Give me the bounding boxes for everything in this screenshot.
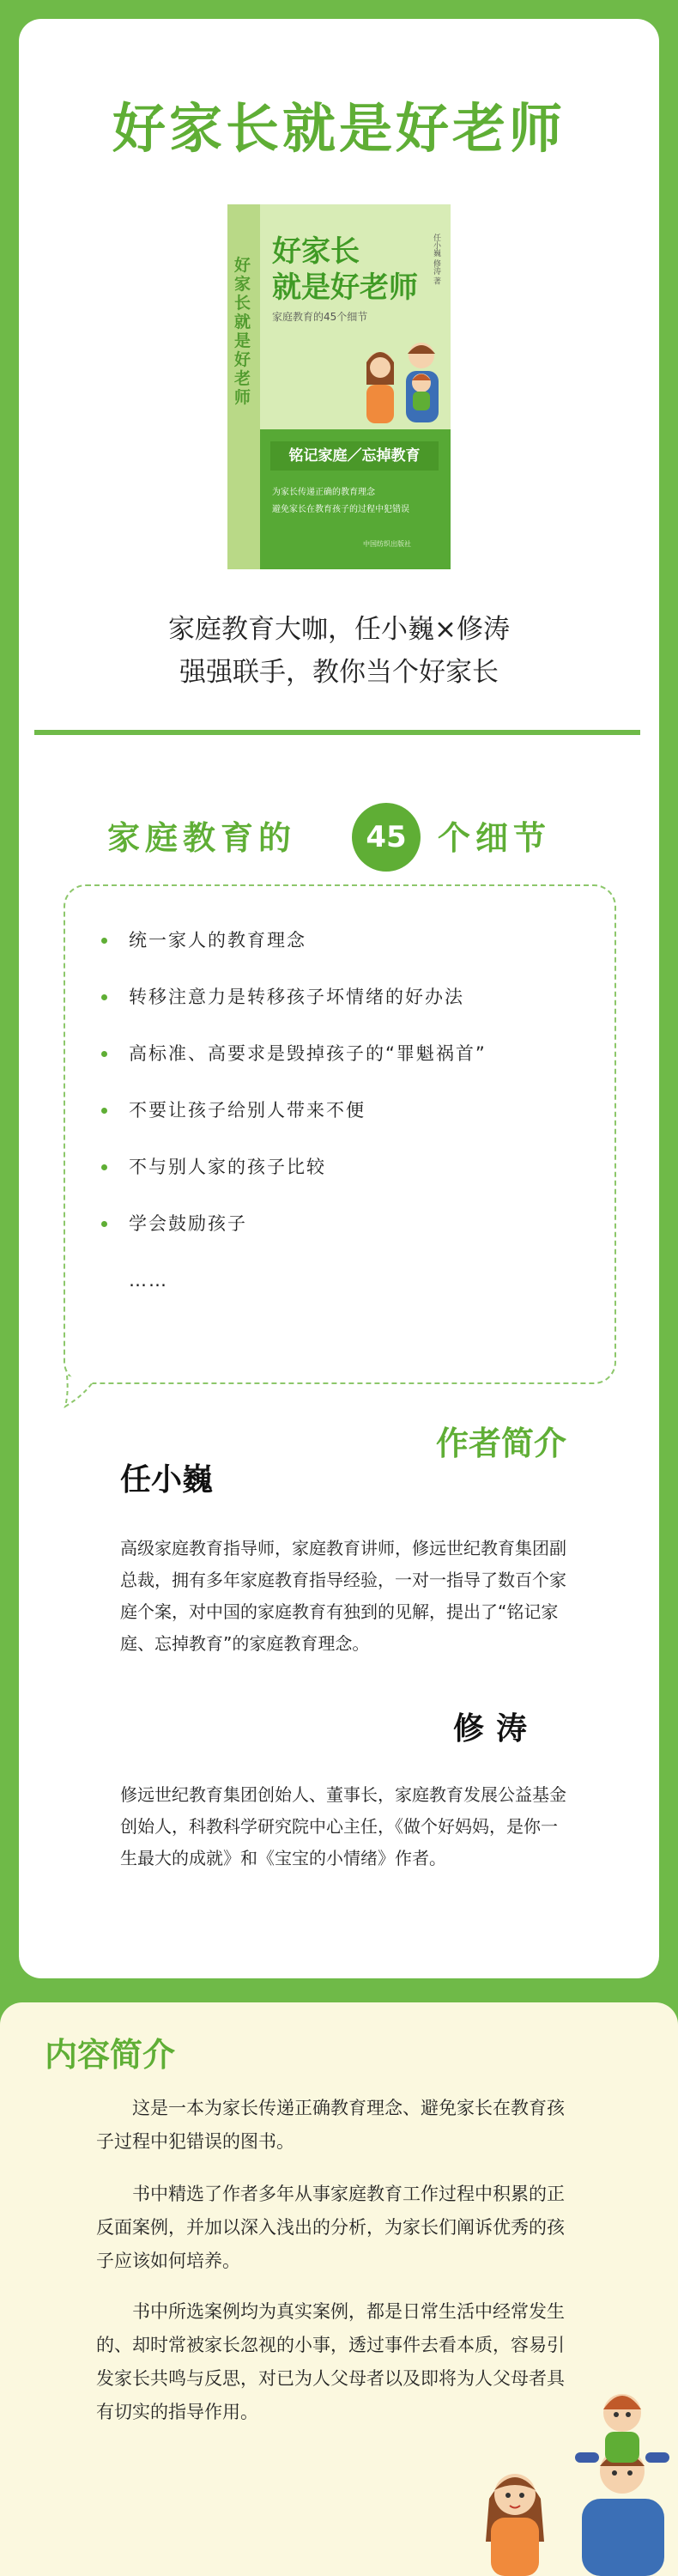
intro-paragraph: 这是一本为家长传递正确教育理念、避免家长在教育孩子过程中犯错误的图书。: [96, 2098, 565, 2152]
book-band: [260, 429, 451, 569]
family-illustration-icon: [354, 333, 449, 428]
details-heading: [0, 803, 678, 872]
author2-bio: 修远世纪教育集团创始人、董事长，家庭教育发展公益基金创始人，科教科学研究院中心主任，《做个好妈妈，是你一生最大的成就》和《宝宝的小情绪》作者。: [120, 1784, 566, 1868]
book-cover-title-line1: 好家长: [272, 234, 360, 269]
bubble-tail: [64, 1374, 98, 1408]
book-band-title: 铭记家庭／忘掉教育: [270, 441, 439, 471]
section-divider: [34, 730, 640, 735]
intro-paragraph: 书中精选了作者多年从事家庭教育工作过程中积累的正反面案例，并加以深入浅出的分析，为家长们阐诉优秀的孩子应该如何培养。: [96, 2184, 565, 2271]
list-item: 不要让孩子给别人带来不便: [94, 1089, 592, 1145]
tagline: [0, 608, 678, 694]
details-count-badge: 45: [352, 803, 421, 872]
list-item: 高标准、高要求是毁掉孩子的“罪魁祸首”: [94, 1032, 592, 1089]
book-front: [260, 204, 451, 569]
details-heading-right: 个细节: [438, 819, 552, 857]
list-item: 转移注意力是转移孩子坏情绪的好办法: [94, 975, 592, 1032]
list-item: 学会鼓励孩子: [94, 1202, 592, 1259]
book-publisher: 中国纺织出版社: [363, 540, 411, 548]
book-cover-image: [227, 204, 451, 569]
children-illustration-icon: [481, 2370, 678, 2576]
book-band-line1: 为家长传递正确的教育理念: [272, 488, 375, 497]
book-cover-title-line2: 就是好老师: [272, 270, 418, 305]
book-band-line2: 避免家长在教育孩子的过程中犯错误: [272, 505, 409, 514]
tagline-line2: 强强联手，教你当个好家长: [179, 657, 499, 688]
list-item: 不与别人家的孩子比较: [94, 1145, 592, 1202]
list-item-more: ……: [129, 1270, 168, 1291]
book-cover-author: 任小巍 修涛 著: [432, 234, 440, 285]
author2-name: 修涛: [453, 1711, 540, 1747]
book-cover-subtitle: 家庭教育的45个细节: [272, 311, 368, 323]
tagline-line1: 家庭教育大咖，任小巍×修涛: [168, 614, 510, 645]
book-spine-text: 好家长就是好老师: [234, 256, 251, 407]
details-list: [94, 919, 592, 1315]
book-spine: [227, 204, 262, 569]
details-heading-left: 家庭教育的: [107, 819, 297, 857]
author1-name: 任小巍: [120, 1462, 214, 1498]
book-cover-title: [272, 234, 418, 306]
page-title: 好家长就是好老师: [112, 97, 566, 160]
list-item: 统一家人的教育理念: [94, 919, 592, 975]
authors-heading: 作者简介: [436, 1425, 567, 1462]
intro-heading: 内容简介: [45, 2036, 176, 2074]
intro-paragraph: 书中所选案例均为真实案例，都是日常生活中经常发生的、却时常被家长忽视的小事，透过事件去看本质，容易引发家长共鸣与反思，对已为人父母者以及即将为人父母者具有切实的指导作用。: [96, 2301, 565, 2422]
author1-bio: 高级家庭教育指导师，家庭教育讲师，修远世纪教育集团副总裁，拥有多年家庭教育指导经验，一对一指导了数百个家庭个案，对中国的家庭教育有独到的见解，提出了“铭记家庭、忘掉教育”的家庭教育理念。: [120, 1538, 566, 1654]
